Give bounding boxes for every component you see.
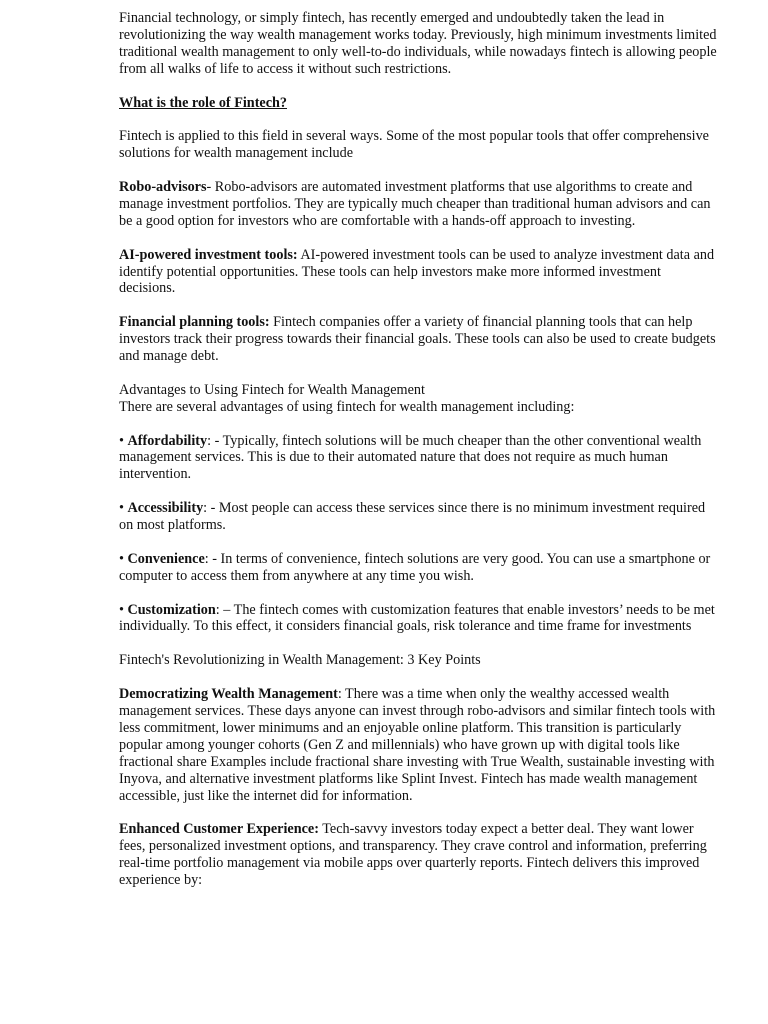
key-point-text: Tech-savvy investors today expect a better deal. They want lower fees, personalized investment options, and transparency. They crave control and information, preferring real-time portfolio management via mobile apps over quarterly reports. Fintech delivers this improved experience by: — [119, 821, 707, 889]
advantage-label: Convenience — [127, 550, 205, 567]
advantage-text: : - Typically, fintech solutions will be much cheaper than the other conventional wealth management services. This is due to their automated nature that does not require as much human intervention. — [119, 432, 702, 483]
key-point-democratizing — [119, 686, 719, 804]
key-point-text: : There was a time when only the wealthy accessed wealth management services. These days anyone can invest through robo-advisors and similar fintech tools with less commitment, lower minimums and an enjoyable online platform. This transition is particularly popular among younger cohorts (Gen Z and millennials) who have grown up with digital tools like fractional share Examples include fractional share investing with True Wealth, sustainable investing with Inyova, and alternative investment platforms like Splint Invest. Fintech has made wealth management accessible, just like the internet did for information. — [119, 686, 716, 804]
key-points-title: Fintech's Revolutionizing in Wealth Management: 3 Key Points — [119, 652, 481, 669]
tool-label: Robo-advisors — [119, 179, 207, 196]
advantage-item-customization — [119, 602, 719, 636]
advantage-item-convenience — [119, 551, 719, 585]
role-heading-text: What is the role of Fintech? — [119, 94, 287, 111]
tool-text: - Robo-advisors are automated investment platforms that use algorithms to create and manage investment portfolios. They are typically much cheaper than traditional human advisors and can be a good option for investors who are comfortable with a hands-off approach to investing. — [119, 179, 711, 229]
advantage-item-affordability — [119, 433, 719, 484]
tool-paragraph-robo-advisors — [119, 179, 719, 230]
advantages-title: Advantages to Using Fintech for Wealth Management — [119, 381, 425, 398]
advantage-text: : - Most people can access these services since there is no minimum investment required on most platforms. — [119, 500, 706, 534]
bullet: • — [119, 432, 128, 449]
advantage-text: : - In terms of convenience, fintech solutions are very good. You can use a smartphone or computer to access them from anywhere at any time you wish. — [119, 550, 711, 584]
advantage-item-accessibility — [119, 500, 719, 534]
advantage-text: : – The fintech comes with customization features that enable investors’ needs to be met individually. To this effect, it considers financial goals, risk tolerance and time frame for investments — [119, 601, 715, 635]
role-intro-paragraph: Fintech is applied to this field in several ways. Some of the most popular tools that offer comprehensive solutions for wealth management include — [119, 128, 709, 162]
key-point-label: Democratizing Wealth Management — [119, 686, 338, 703]
intro-paragraph: Financial technology, or simply fintech, has recently emerged and undoubtedly taken the lead in revolutionizing the way wealth management works today. Previously, high minimum investments limited traditional wealth management to only well-to-do individuals, while nowadays fintech is allowing people from all walks of life to access it without such restrictions. — [119, 10, 717, 77]
advantage-label: Affordability — [127, 432, 208, 449]
advantage-label: Accessibility — [127, 500, 204, 517]
role-heading — [119, 95, 719, 112]
tool-text: AI-powered investment tools can be used to analyze investment data and identify potential opportunities. These tools can help investors make more informed investment decisions. — [119, 246, 715, 297]
tool-label: Financial planning tools: — [119, 314, 270, 331]
bullet: • — [119, 601, 128, 618]
document-page — [119, 10, 719, 906]
tool-text: Fintech companies offer a variety of financial planning tools that can help investors track their progress towards their financial goals. These tools can also be used to create budgets and manage debt. — [119, 314, 716, 365]
key-point-customer-experience — [119, 821, 719, 889]
advantage-label: Customization — [127, 601, 216, 618]
advantages-intro: There are several advantages of using fintech for wealth management including: — [119, 398, 575, 415]
bullet: • — [119, 500, 128, 517]
tool-label: AI-powered investment tools: — [119, 246, 298, 263]
key-point-label: Enhanced Customer Experience: — [119, 821, 319, 838]
tool-paragraph-ai-tools — [119, 247, 719, 298]
bullet: • — [119, 550, 128, 567]
tool-paragraph-planning-tools — [119, 314, 719, 365]
